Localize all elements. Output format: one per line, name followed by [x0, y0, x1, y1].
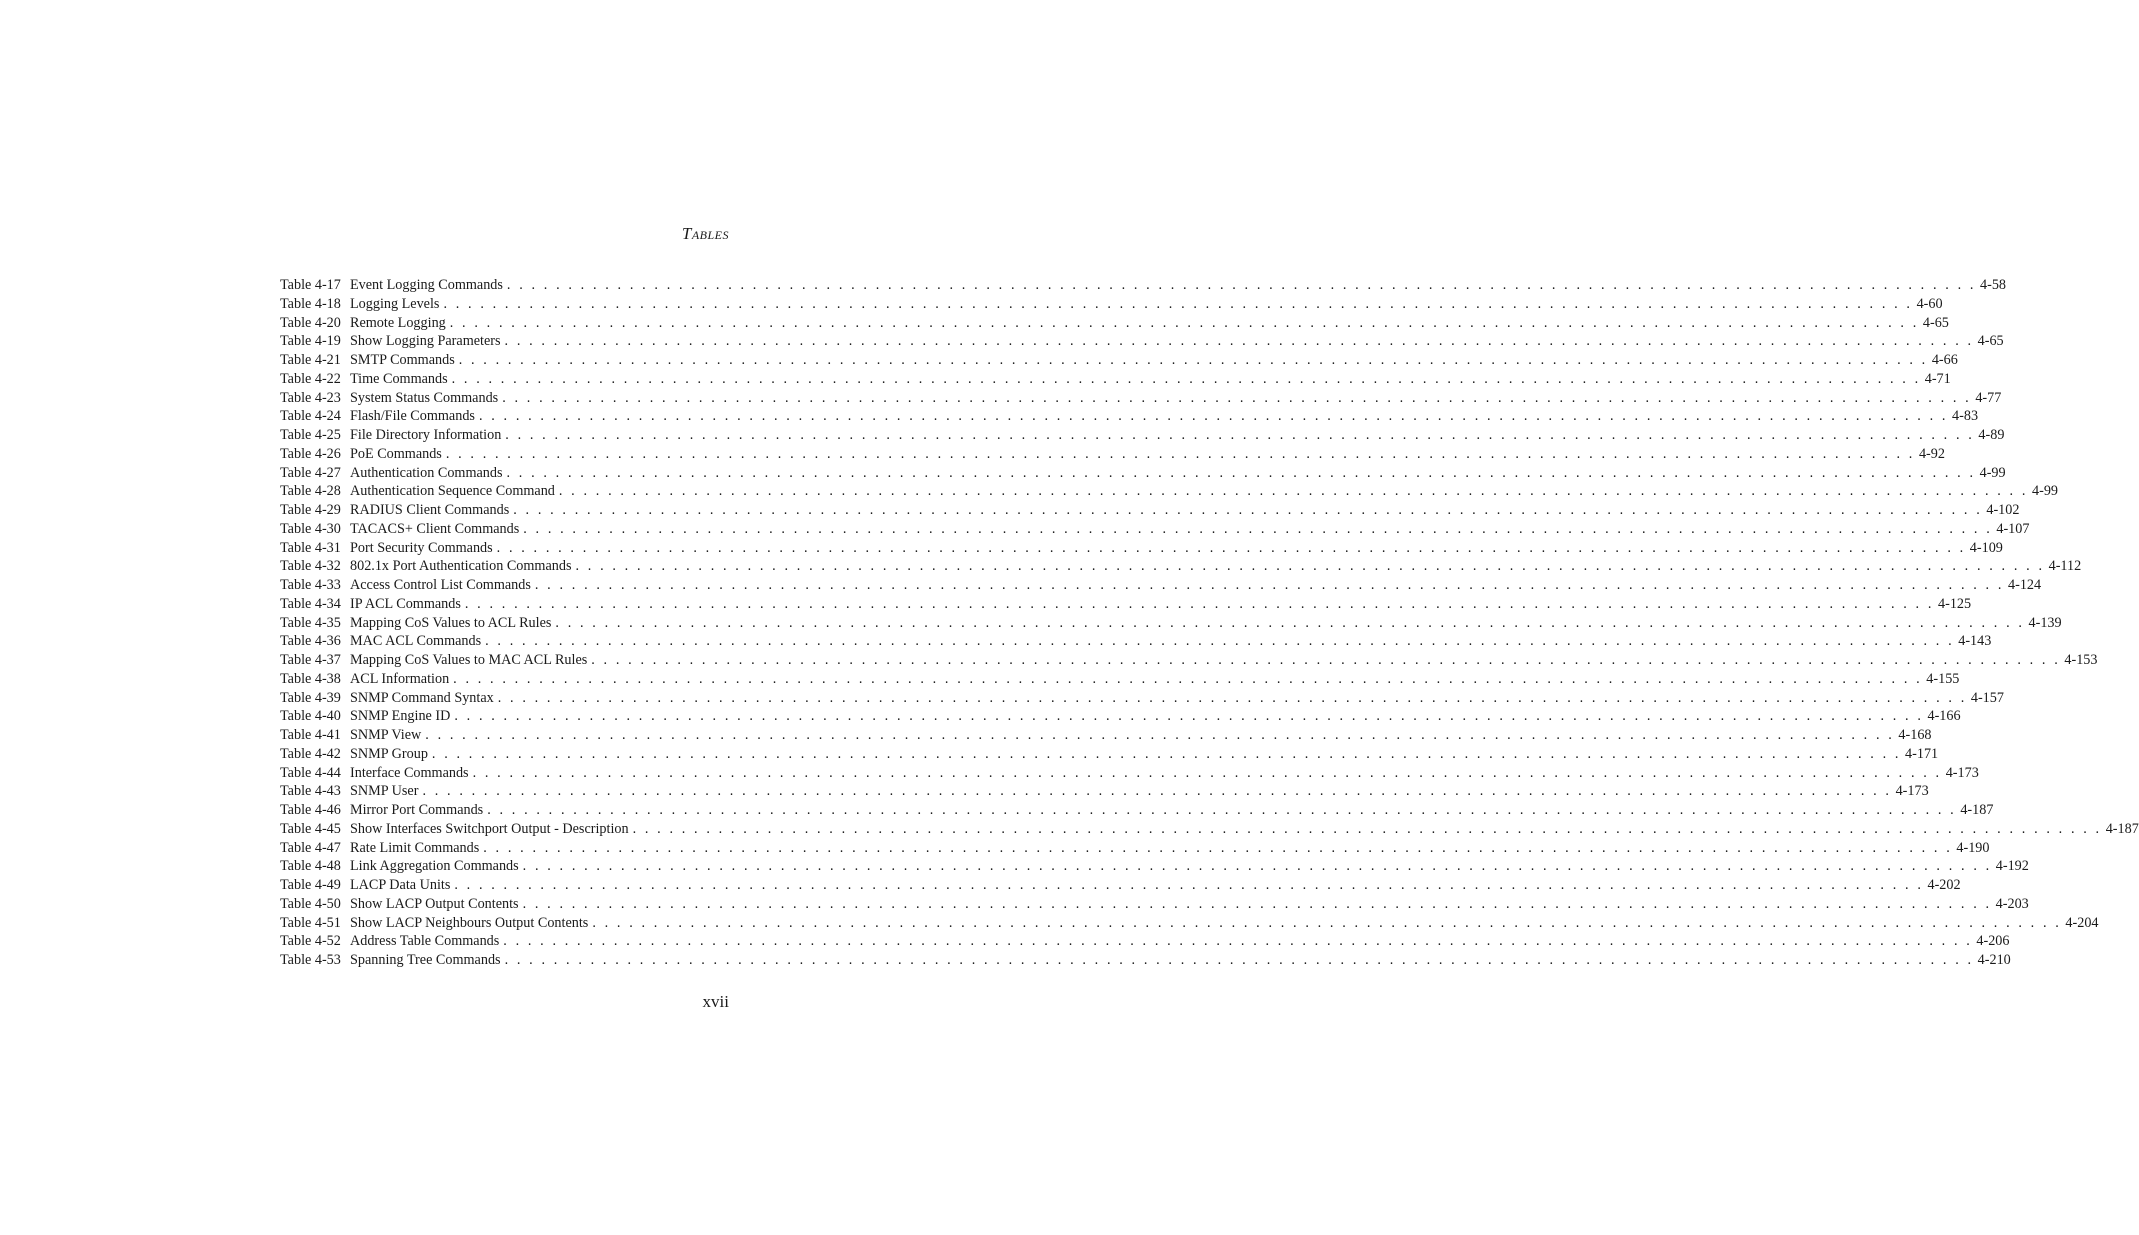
- toc-entry-number: Table 4-39: [280, 689, 341, 706]
- toc-entry-number: Table 4-33: [280, 577, 341, 593]
- toc-entry-title: Show LACP Output Contents: [350, 895, 519, 912]
- toc-dot-leader: . . . . . . . . . . . . . . . . . . . . . . . . . . . . . . . . . . . . . . . . . . . . . . . . . . . . . . . . . . . . . . . . . . . . . . . . . . . . . . . . . . . . . . . . . . . . . . . . . . . . . . . . . . . . . . . . . . . . . . . .: [502, 389, 1972, 406]
- toc-entry-page: 4-173: [1945, 764, 1979, 781]
- toc-entry: [280, 351, 1958, 370]
- toc-entry-number: Table 4-50: [280, 895, 341, 912]
- toc-entry: [280, 295, 1943, 314]
- toc-entry: [280, 632, 1992, 651]
- toc-entry-page: 4-89: [1978, 427, 2005, 443]
- toc-entry: [280, 782, 1929, 801]
- toc-entry-number: Table 4-19: [280, 333, 341, 350]
- toc-entry-number: Table 4-30: [280, 520, 341, 537]
- toc-entry-page: 4-102: [1986, 502, 2020, 518]
- toc-entry-number: Table 4-52: [280, 933, 341, 950]
- toc-entry-title: Show LACP Neighbours Output Contents: [350, 914, 589, 931]
- toc-entry-title: SNMP Engine ID: [350, 708, 451, 725]
- toc-entry: [280, 764, 1979, 783]
- toc-entry-number: Table 4-46: [280, 802, 341, 818]
- toc-dot-leader: . . . . . . . . . . . . . . . . . . . . . . . . . . . . . . . . . . . . . . . . . . . . . . . . . . . . . . . . . . . . . . . . . . . . . . . . . . . . . . . . . . . . . . . . . . . . . . . . . . . . . . . . . . . . . . . . . . . . . . . .: [487, 802, 1957, 818]
- toc-entry: [280, 707, 1961, 726]
- toc-entry-number: Table 4-21: [280, 352, 341, 368]
- toc-entry-title: Logging Levels: [350, 295, 440, 312]
- toc-entry: [280, 445, 1945, 464]
- toc-entry-page: 4-65: [1977, 333, 2004, 350]
- toc-dot-leader: . . . . . . . . . . . . . . . . . . . . . . . . . . . . . . . . . . . . . . . . . . . . . . . . . . . . . . . . . . . . . . . . . . . . . . . . . . . . . . . . . . . . . . . . . . . . . . . . . . . . . . . . . . . . . . . . . . . . . . . .: [523, 520, 1993, 537]
- toc-dot-leader: . . . . . . . . . . . . . . . . . . . . . . . . . . . . . . . . . . . . . . . . . . . . . . . . . . . . . . . . . . . . . . . . . . . . . . . . . . . . . . . . . . . . . . . . . . . . . . . . . . . . . . . . . . . . . . . . . . . . . . . .: [478, 408, 1949, 425]
- toc-entry-title: Access Control List Commands: [350, 577, 531, 593]
- toc-dot-leader: . . . . . . . . . . . . . . . . . . . . . . . . . . . . . . . . . . . . . . . . . . . . . . . . . . . . . . . . . . . . . . . . . . . . . . . . . . . . . . . . . . . . . . . . . . . . . . . . . . . . . . . . . . . . . . . . . . . . . . . .: [522, 858, 1992, 875]
- toc-entry-page: 4-83: [1952, 408, 1979, 425]
- toc-dot-leader: . . . . . . . . . . . . . . . . . . . . . . . . . . . . . . . . . . . . . . . . . . . . . . . . . . . . . . . . . . . . . . . . . . . . . . . . . . . . . . . . . . . . . . . . . . . . . . . . . . . . . . . . . . . . . . . . . . . . . . . .: [506, 277, 1977, 293]
- toc-entry-page: 4-187: [2105, 820, 2139, 837]
- toc-dot-leader: . . . . . . . . . . . . . . . . . . . . . . . . . . . . . . . . . . . . . . . . . . . . . . . . . . . . . . . . . . . . . . . . . . . . . . . . . . . . . . . . . . . . . . . . . . . . . . . . . . . . . . . . . . . . . . . . . . . . . . . .: [454, 877, 1924, 893]
- toc-entry-number: Table 4-47: [280, 839, 341, 856]
- toc-dot-leader: . . . . . . . . . . . . . . . . . . . . . . . . . . . . . . . . . . . . . . . . . . . . . . . . . . . . . . . . . . . . . . . . . . . . . . . . . . . . . . . . . . . . . . . . . . . . . . . . . . . . . . . . . . . . . . . . . . . . . . . .: [431, 745, 1902, 762]
- toc-entry-number: Table 4-51: [280, 914, 341, 931]
- toc-entry: [280, 951, 2011, 970]
- toc-dot-leader: . . . . . . . . . . . . . . . . . . . . . . . . . . . . . . . . . . . . . . . . . . . . . . . . . . . . . . . . . . . . . . . . . . . . . . . . . . . . . . . . . . . . . . . . . . . . . . . . . . . . . . . . . . . . . . . . . . . . . . . .: [505, 427, 1975, 443]
- running-head: Tables: [681, 224, 729, 243]
- toc-entry: [280, 820, 2139, 839]
- toc-dot-leader: . . . . . . . . . . . . . . . . . . . . . . . . . . . . . . . . . . . . . . . . . . . . . . . . . . . . . . . . . . . . . . . . . . . . . . . . . . . . . . . . . . . . . . . . . . . . . . . . . . . . . . . . . . . . . . . . . . . . . . . .: [534, 577, 2004, 593]
- toc-entry-page: 4-139: [2028, 614, 2062, 631]
- toc-entry-title: Show Interfaces Switchport Output - Description: [350, 820, 629, 837]
- toc-entry-number: Table 4-49: [280, 877, 341, 893]
- toc-dot-leader: . . . . . . . . . . . . . . . . . . . . . . . . . . . . . . . . . . . . . . . . . . . . . . . . . . . . . . . . . . . . . . . . . . . . . . . . . . . . . . . . . . . . . . . . . . . . . . . . . . . . . . . . . . . . . . . . . . . . . . . .: [464, 595, 1934, 612]
- toc-entry-title: Address Table Commands: [350, 933, 500, 950]
- page-number: xvii: [702, 992, 729, 1011]
- toc-dot-leader: . . . . . . . . . . . . . . . . . . . . . . . . . . . . . . . . . . . . . . . . . . . . . . . . . . . . . . . . . . . . . . . . . . . . . . . . . . . . . . . . . . . . . . . . . . . . . . . . . . . . . . . . . . . . . . . . . . . . . . . .: [458, 352, 1928, 368]
- toc-entry-page: 4-58: [1980, 277, 2007, 293]
- toc-dot-leader: . . . . . . . . . . . . . . . . . . . . . . . . . . . . . . . . . . . . . . . . . . . . . . . . . . . . . . . . . . . . . . . . . . . . . . . . . . . . . . . . . . . . . . . . . . . . . . . . . . . . . . . . . . . . . . . . . . . . . . . .: [483, 839, 1953, 856]
- toc-dot-leader: . . . . . . . . . . . . . . . . . . . . . . . . . . . . . . . . . . . . . . . . . . . . . . . . . . . . . . . . . . . . . . . . . . . . . . . . . . . . . . . . . . . . . . . . . . . . . . . . . . . . . . . . . . . . . . . . . . . . . . . .: [449, 314, 1919, 331]
- toc-entry-title: Mapping CoS Values to MAC ACL Rules: [350, 652, 588, 668]
- toc-dot-leader: . . . . . . . . . . . . . . . . . . . . . . . . . . . . . . . . . . . . . . . . . . . . . . . . . . . . . . . . . . . . . . . . . . . . . . . . . . . . . . . . . . . . . . . . . . . . . . . . . . . . . . . . . . . . . . . . . . . . . . . .: [504, 952, 1974, 968]
- toc-entry-title: Port Security Commands: [350, 539, 493, 556]
- toc-entry-number: Table 4-35: [280, 614, 341, 631]
- toc-entry-title: Event Logging Commands: [350, 277, 503, 293]
- toc-entry-page: 4-124: [2008, 577, 2042, 593]
- toc-entry: [280, 482, 2059, 501]
- toc-entry-page: 4-190: [1956, 839, 1990, 856]
- toc-entry-title: SNMP Command Syntax: [350, 689, 494, 706]
- toc-entry-title: Authentication Sequence Command: [350, 483, 555, 500]
- toc-entry-page: 4-99: [2032, 483, 2059, 500]
- toc-entry-number: Table 4-53: [280, 952, 341, 968]
- toc-dot-leader: . . . . . . . . . . . . . . . . . . . . . . . . . . . . . . . . . . . . . . . . . . . . . . . . . . . . . . . . . . . . . . . . . . . . . . . . . . . . . . . . . . . . . . . . . . . . . . . . . . . . . . . . . . . . . . . . . . . . . . . .: [445, 445, 1915, 462]
- toc-entry-number: Table 4-42: [280, 745, 341, 762]
- toc-entry-page: 4-202: [1927, 877, 1961, 893]
- toc-entry-page: 4-153: [2064, 652, 2098, 668]
- toc-entry-page: 4-92: [1918, 445, 1945, 462]
- toc-entry-title: Interface Commands: [350, 764, 469, 781]
- toc-entry: [280, 539, 2003, 558]
- toc-entry-title: RADIUS Client Commands: [350, 502, 510, 518]
- toc-dot-leader: . . . . . . . . . . . . . . . . . . . . . . . . . . . . . . . . . . . . . . . . . . . . . . . . . . . . . . . . . . . . . . . . . . . . . . . . . . . . . . . . . . . . . . . . . . . . . . . . . . . . . . . . . . . . . . . . . . . . . . . .: [453, 670, 1923, 687]
- toc-entry-title: Remote Logging: [350, 314, 446, 331]
- toc-entry-title: Authentication Commands: [350, 464, 503, 481]
- toc-entry-number: Table 4-22: [280, 370, 341, 387]
- toc-entry-number: Table 4-26: [280, 445, 341, 462]
- toc-entry-title: SMTP Commands: [350, 352, 455, 368]
- toc-entry-number: Table 4-17: [280, 277, 341, 293]
- toc-entry: [280, 857, 2029, 876]
- toc-entry: [280, 501, 2020, 520]
- toc-entry-page: 4-171: [1905, 745, 1939, 762]
- toc-dot-leader: . . . . . . . . . . . . . . . . . . . . . . . . . . . . . . . . . . . . . . . . . . . . . . . . . . . . . . . . . . . . . . . . . . . . . . . . . . . . . . . . . . . . . . . . . . . . . . . . . . . . . . . . . . . . . . . . . . . . . . . .: [451, 370, 1921, 387]
- toc-entry-number: Table 4-41: [280, 727, 341, 743]
- toc-entry-title: Show Logging Parameters: [350, 333, 501, 350]
- toc-entry-number: Table 4-23: [280, 389, 341, 406]
- toc-entry-page: 4-71: [1924, 370, 1951, 387]
- toc-entry: [280, 557, 2082, 576]
- toc-entry-title: MAC ACL Commands: [350, 633, 482, 650]
- toc-entry-title: Time Commands: [350, 370, 448, 387]
- toc-entry: [280, 426, 2005, 445]
- toc-entry: [280, 614, 2062, 633]
- toc-entry-page: 4-168: [1898, 727, 1932, 743]
- toc-dot-leader: . . . . . . . . . . . . . . . . . . . . . . . . . . . . . . . . . . . . . . . . . . . . . . . . . . . . . . . . . . . . . . . . . . . . . . . . . . . . . . . . . . . . . . . . . . . . . . . . . . . . . . . . . . . . . . . . . . . . . . . .: [422, 783, 1892, 800]
- toc-entry-number: Table 4-27: [280, 464, 341, 481]
- toc-entry-title: SNMP Group: [350, 745, 428, 762]
- toc-entry-number: Table 4-18: [280, 295, 341, 312]
- toc-entry-page: 4-173: [1895, 783, 1929, 800]
- toc-entry: [280, 464, 2006, 483]
- toc-entry-number: Table 4-32: [280, 558, 341, 575]
- toc-entry-number: Table 4-38: [280, 670, 341, 687]
- toc-dot-leader: . . . . . . . . . . . . . . . . . . . . . . . . . . . . . . . . . . . . . . . . . . . . . . . . . . . . . . . . . . . . . . . . . . . . . . . . . . . . . . . . . . . . . . . . . . . . . . . . . . . . . . . . . . . . . . . . . . . . . . . .: [522, 895, 1992, 912]
- toc-dot-leader: . . . . . . . . . . . . . . . . . . . . . . . . . . . . . . . . . . . . . . . . . . . . . . . . . . . . . . . . . . . . . . . . . . . . . . . . . . . . . . . . . . . . . . . . . . . . . . . . . . . . . . . . . . . . . . . . . . . . . . . .: [575, 558, 2045, 575]
- toc-entry-title: Mirror Port Commands: [350, 802, 484, 818]
- toc-entry-number: Table 4-29: [280, 502, 341, 518]
- toc-entry-number: Table 4-24: [280, 408, 341, 425]
- toc-entry-number: Table 4-45: [280, 820, 341, 837]
- toc-entry-title: Mapping CoS Values to ACL Rules: [350, 614, 552, 631]
- toc-entry: [280, 651, 2098, 670]
- toc-entry-title: ACL Information: [350, 670, 450, 687]
- toc-entry-page: 4-206: [1976, 933, 2010, 950]
- toc-entry-number: Table 4-44: [280, 764, 341, 781]
- toc-entry-title: Link Aggregation Commands: [350, 858, 519, 875]
- toc-dot-leader: . . . . . . . . . . . . . . . . . . . . . . . . . . . . . . . . . . . . . . . . . . . . . . . . . . . . . . . . . . . . . . . . . . . . . . . . . . . . . . . . . . . . . . . . . . . . . . . . . . . . . . . . . . . . . . . . . . . . . . . .: [513, 502, 1983, 518]
- toc-entry-page: 4-166: [1927, 708, 1961, 725]
- toc-entry: [280, 895, 2029, 914]
- toc-entry-number: Table 4-37: [280, 652, 341, 668]
- toc-entry-title: System Status Commands: [350, 389, 499, 406]
- toc-entry: [280, 595, 1972, 614]
- toc-entry-title: PoE Commands: [350, 445, 442, 462]
- toc-entry-title: SNMP User: [350, 783, 419, 800]
- toc-dot-leader: . . . . . . . . . . . . . . . . . . . . . . . . . . . . . . . . . . . . . . . . . . . . . . . . . . . . . . . . . . . . . . . . . . . . . . . . . . . . . . . . . . . . . . . . . . . . . . . . . . . . . . . . . . . . . . . . . . . . . . . .: [632, 820, 2102, 837]
- toc-entry: [280, 689, 2004, 708]
- toc-entry-title: TACACS+ Client Commands: [350, 520, 520, 537]
- toc-entry-number: Table 4-20: [280, 314, 341, 331]
- toc-entry-page: 4-143: [1958, 633, 1992, 650]
- toc-entry: [280, 839, 1990, 858]
- toc-entry-number: Table 4-31: [280, 539, 341, 556]
- toc-entry-number: Table 4-36: [280, 633, 341, 650]
- toc-dot-leader: . . . . . . . . . . . . . . . . . . . . . . . . . . . . . . . . . . . . . . . . . . . . . . . . . . . . . . . . . . . . . . . . . . . . . . . . . . . . . . . . . . . . . . . . . . . . . . . . . . . . . . . . . . . . . . . . . . . . . . . .: [425, 727, 1895, 743]
- toc-entry-title: LACP Data Units: [350, 877, 451, 893]
- toc-entry-page: 4-107: [1996, 520, 2030, 537]
- toc-entry-title: Spanning Tree Commands: [350, 952, 501, 968]
- toc-entry-page: 4-60: [1916, 295, 1943, 312]
- toc-dot-leader: . . . . . . . . . . . . . . . . . . . . . . . . . . . . . . . . . . . . . . . . . . . . . . . . . . . . . . . . . . . . . . . . . . . . . . . . . . . . . . . . . . . . . . . . . . . . . . . . . . . . . . . . . . . . . . . . . . . . . . . .: [555, 614, 2025, 631]
- toc-entry: [280, 670, 1960, 689]
- toc-entry-page: 4-204: [2065, 914, 2099, 931]
- toc-entry-title: 802.1x Port Authentication Commands: [350, 558, 572, 575]
- toc-entry-page: 4-155: [1926, 670, 1960, 687]
- toc-entry-title: Rate Limit Commands: [350, 839, 480, 856]
- toc-entry: [280, 576, 2042, 595]
- toc-entry: [280, 745, 1939, 764]
- toc-entry-number: Table 4-43: [280, 783, 341, 800]
- toc-dot-leader: . . . . . . . . . . . . . . . . . . . . . . . . . . . . . . . . . . . . . . . . . . . . . . . . . . . . . . . . . . . . . . . . . . . . . . . . . . . . . . . . . . . . . . . . . . . . . . . . . . . . . . . . . . . . . . . . . . . . . . . .: [496, 539, 1966, 556]
- table-of-tables: [280, 276, 2139, 970]
- toc-entry-page: 4-65: [1922, 314, 1949, 331]
- toc-entry-page: 4-112: [2048, 558, 2082, 575]
- toc-dot-leader: . . . . . . . . . . . . . . . . . . . . . . . . . . . . . . . . . . . . . . . . . . . . . . . . . . . . . . . . . . . . . . . . . . . . . . . . . . . . . . . . . . . . . . . . . . . . . . . . . . . . . . . . . . . . . . . . . . . . . . . .: [504, 333, 1974, 350]
- toc-entry-number: Table 4-25: [280, 427, 341, 443]
- toc-entry: [280, 389, 2002, 408]
- toc-entry: [280, 407, 1979, 426]
- toc-dot-leader: . . . . . . . . . . . . . . . . . . . . . . . . . . . . . . . . . . . . . . . . . . . . . . . . . . . . . . . . . . . . . . . . . . . . . . . . . . . . . . . . . . . . . . . . . . . . . . . . . . . . . . . . . . . . . . . . . . . . . . . .: [497, 689, 1967, 706]
- toc-dot-leader: . . . . . . . . . . . . . . . . . . . . . . . . . . . . . . . . . . . . . . . . . . . . . . . . . . . . . . . . . . . . . . . . . . . . . . . . . . . . . . . . . . . . . . . . . . . . . . . . . . . . . . . . . . . . . . . . . . . . . . . .: [472, 764, 1942, 781]
- toc-entry-number: Table 4-40: [280, 708, 341, 725]
- toc-entry: [280, 914, 2099, 933]
- toc-entry-page: 4-157: [1970, 689, 2004, 706]
- toc-entry-title: SNMP View: [350, 727, 422, 743]
- toc-dot-leader: . . . . . . . . . . . . . . . . . . . . . . . . . . . . . . . . . . . . . . . . . . . . . . . . . . . . . . . . . . . . . . . . . . . . . . . . . . . . . . . . . . . . . . . . . . . . . . . . . . . . . . . . . . . . . . . . . . . . . . . .: [558, 483, 2028, 500]
- toc-entry-number: Table 4-48: [280, 858, 341, 875]
- toc-entry-number: Table 4-34: [280, 595, 341, 612]
- toc-dot-leader: . . . . . . . . . . . . . . . . . . . . . . . . . . . . . . . . . . . . . . . . . . . . . . . . . . . . . . . . . . . . . . . . . . . . . . . . . . . . . . . . . . . . . . . . . . . . . . . . . . . . . . . . . . . . . . . . . . . . . . . .: [592, 914, 2062, 931]
- toc-entry: [280, 332, 2004, 351]
- toc-entry: [280, 520, 2030, 539]
- toc-entry: [280, 801, 1994, 820]
- toc-entry: [280, 932, 2010, 951]
- toc-entry-page: 4-192: [1995, 858, 2029, 875]
- toc-dot-leader: . . . . . . . . . . . . . . . . . . . . . . . . . . . . . . . . . . . . . . . . . . . . . . . . . . . . . . . . . . . . . . . . . . . . . . . . . . . . . . . . . . . . . . . . . . . . . . . . . . . . . . . . . . . . . . . . . . . . . . . .: [443, 295, 1913, 312]
- toc-dot-leader: . . . . . . . . . . . . . . . . . . . . . . . . . . . . . . . . . . . . . . . . . . . . . . . . . . . . . . . . . . . . . . . . . . . . . . . . . . . . . . . . . . . . . . . . . . . . . . . . . . . . . . . . . . . . . . . . . . . . . . . .: [503, 933, 1973, 950]
- toc-dot-leader: . . . . . . . . . . . . . . . . . . . . . . . . . . . . . . . . . . . . . . . . . . . . . . . . . . . . . . . . . . . . . . . . . . . . . . . . . . . . . . . . . . . . . . . . . . . . . . . . . . . . . . . . . . . . . . . . . . . . . . . .: [591, 652, 2061, 668]
- toc-entry: [280, 314, 1949, 333]
- toc-dot-leader: . . . . . . . . . . . . . . . . . . . . . . . . . . . . . . . . . . . . . . . . . . . . . . . . . . . . . . . . . . . . . . . . . . . . . . . . . . . . . . . . . . . . . . . . . . . . . . . . . . . . . . . . . . . . . . . . . . . . . . . .: [506, 464, 1976, 481]
- toc-entry-page: 4-203: [1995, 895, 2029, 912]
- toc-entry-page: 4-125: [1938, 595, 1972, 612]
- toc-entry-title: Flash/File Commands: [350, 408, 475, 425]
- toc-entry-page: 4-77: [1975, 389, 2002, 406]
- toc-entry-title: File Directory Information: [350, 427, 502, 443]
- toc-entry-page: 4-99: [1979, 464, 2006, 481]
- toc-entry: [280, 276, 2007, 295]
- toc-entry-number: Table 4-28: [280, 483, 341, 500]
- toc-entry: [280, 726, 1932, 745]
- toc-dot-leader: . . . . . . . . . . . . . . . . . . . . . . . . . . . . . . . . . . . . . . . . . . . . . . . . . . . . . . . . . . . . . . . . . . . . . . . . . . . . . . . . . . . . . . . . . . . . . . . . . . . . . . . . . . . . . . . . . . . . . . . .: [454, 708, 1924, 725]
- toc-entry: [280, 876, 1961, 895]
- toc-entry-page: 4-187: [1960, 802, 1994, 818]
- toc-entry-page: 4-66: [1931, 352, 1958, 368]
- toc-entry-page: 4-210: [1977, 952, 2011, 968]
- toc-dot-leader: . . . . . . . . . . . . . . . . . . . . . . . . . . . . . . . . . . . . . . . . . . . . . . . . . . . . . . . . . . . . . . . . . . . . . . . . . . . . . . . . . . . . . . . . . . . . . . . . . . . . . . . . . . . . . . . . . . . . . . . .: [485, 633, 1955, 650]
- toc-entry-page: 4-109: [1969, 539, 2003, 556]
- toc-entry-title: IP ACL Commands: [350, 595, 461, 612]
- toc-entry: [280, 370, 1951, 389]
